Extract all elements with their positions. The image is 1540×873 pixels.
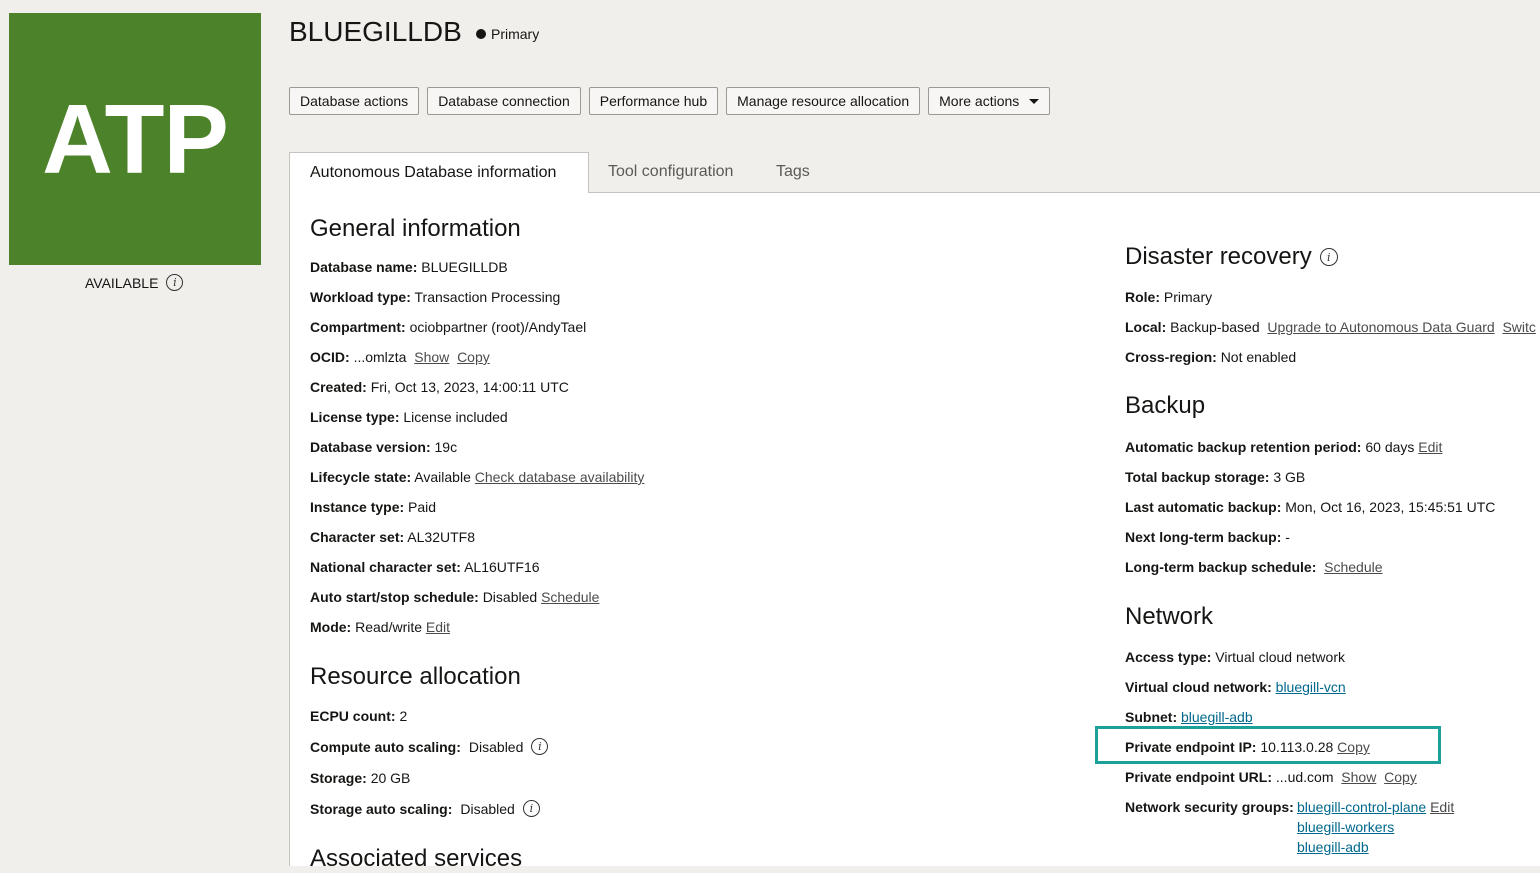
role-badge [476,26,539,42]
field-label: Total backup storage: [1125,469,1270,485]
field-label: Network security groups: [1125,799,1294,815]
field-label: Cross-region: [1125,349,1217,365]
field-label: Access type: [1125,649,1212,665]
show-url-link[interactable]: Show [1341,769,1377,785]
performance-hub-button[interactable]: Performance hub [589,87,718,115]
field-value: Not enabled [1220,349,1297,365]
national-character-set-row [310,559,540,575]
manage-resource-allocation-button[interactable]: Manage resource allocation [726,87,920,115]
nsg-link[interactable]: bluegill-workers [1297,819,1395,835]
field-value: Mon, Oct 16, 2023, 15:45:51 UTC [1285,499,1496,515]
field-value: Backup-based [1170,319,1260,335]
resource-allocation-heading: Resource allocation [310,663,521,690]
database-name-row [310,259,508,275]
field-value: Virtual cloud network [1215,649,1345,665]
tab-tool-configuration[interactable]: Tool configuration [608,163,734,180]
subnet-row [1125,709,1253,725]
long-term-schedule-link[interactable]: Schedule [1324,559,1383,575]
field-value: Disabled [468,738,524,755]
field-label: OCID: [310,349,350,365]
long-term-schedule-row [1125,559,1383,575]
created-row [310,379,569,395]
field-value: Transaction Processing [414,289,561,305]
associated-services-heading: Associated services [310,845,523,872]
nsg-row [1125,799,1294,815]
show-ocid-link[interactable]: Show [414,349,450,365]
field-label: Private endpoint IP: [1125,739,1257,755]
more-actions-button[interactable] [928,87,1050,115]
vcn-row [1125,679,1346,695]
field-label: Last automatic backup: [1125,499,1282,515]
field-value: 2 [399,708,408,724]
compute-auto-scaling-row [310,738,548,755]
info-icon[interactable]: i [1320,248,1338,266]
field-label: Subnet: [1125,709,1178,725]
role-label: Primary [491,26,540,42]
field-label: Lifecycle state: [310,469,412,485]
field-label: Compute auto scaling: [310,738,461,755]
backup-retention-row [1125,439,1442,455]
field-value: 10.113.0.28 [1260,739,1334,755]
edit-nsg-link[interactable]: Edit [1430,799,1455,815]
dr-local-row [1125,319,1540,335]
copy-url-link[interactable]: Copy [1384,769,1417,785]
chevron-down-icon [1029,99,1039,104]
lifecycle-status [85,274,183,291]
action-toolbar [289,87,1050,115]
highlight-box [1095,726,1441,764]
info-icon[interactable]: i [531,738,548,755]
private-endpoint-url-row [1125,769,1417,785]
field-value: ...ud.com [1275,769,1334,785]
field-value: Read/write [355,619,423,635]
vcn-link[interactable]: bluegill-vcn [1275,679,1346,695]
nsg-link-2-row [1297,819,1394,835]
database-version-row [310,439,457,455]
field-value: AL16UTF16 [464,559,540,575]
field-value: BLUEGILLDB [421,259,508,275]
instance-type-row [310,499,436,515]
field-label: Role: [1125,289,1160,305]
character-set-row [310,529,475,545]
nsg-link[interactable]: bluegill-control-plane [1297,799,1427,815]
field-label: Character set: [310,529,405,545]
general-information-heading: General information [310,215,521,242]
field-label: Workload type: [310,289,411,305]
backup-heading: Backup [1125,392,1206,419]
workload-type-row [310,289,560,305]
field-label: Database name: [310,259,418,275]
field-label: Local: [1125,319,1167,335]
status-dot-icon [476,29,486,39]
total-backup-storage-row [1125,469,1305,485]
field-value: AL32UTF8 [407,529,475,545]
field-value: Fri, Oct 13, 2023, 14:00:11 UTC [370,379,569,395]
tab-adb-information[interactable]: Autonomous Database information [289,152,589,193]
edit-retention-link[interactable]: Edit [1418,439,1443,455]
field-label: Database version: [310,439,431,455]
tab-bar [289,152,1540,193]
field-label: Long-term backup schedule: [1125,559,1317,575]
ecpu-count-row [310,708,407,724]
more-actions-label: More actions [939,93,1020,109]
field-value: License included [403,409,508,425]
field-value: ...omlzta [353,349,407,365]
next-long-term-backup-row [1125,529,1290,545]
field-value: - [1285,529,1290,545]
upgrade-data-guard-link[interactable]: Upgrade to Autonomous Data Guard [1267,319,1495,335]
nsg-link[interactable]: bluegill-adb [1297,839,1369,855]
mode-row [310,619,450,635]
storage-auto-scaling-row [310,800,540,817]
field-value: Primary [1163,289,1213,305]
copy-ip-link[interactable]: Copy [1337,739,1370,755]
disaster-recovery-heading [1125,243,1338,271]
field-value: ociobpartner (root)/AndyTael [409,319,587,335]
status-label: AVAILABLE [85,274,159,291]
field-label: Auto start/stop schedule: [310,589,479,605]
field-label: Next long-term backup: [1125,529,1282,545]
field-label: License type: [310,409,400,425]
atp-logo [9,13,261,265]
dr-role-row [1125,289,1212,305]
nsg-link-3-row [1297,839,1369,855]
subnet-link[interactable]: bluegill-adb [1181,709,1253,725]
field-value: Paid [408,499,437,515]
field-label: Storage: [310,770,367,786]
schedule-link[interactable]: Schedule [541,589,600,605]
field-value: 20 GB [370,770,411,786]
field-label: Automatic backup retention period: [1125,439,1362,455]
tab-tags[interactable]: Tags [776,163,810,180]
compartment-row [310,319,586,335]
field-value: Disabled [460,800,515,817]
field-label: Compartment: [310,319,406,335]
field-label: Storage auto scaling: [310,800,453,817]
field-value: Disabled [482,589,538,605]
field-value: 60 days [1365,439,1415,455]
field-label: Created: [310,379,367,395]
check-availability-link[interactable]: Check database availability [474,469,645,485]
field-value: 3 GB [1273,469,1306,485]
auto-start-stop-row [310,589,599,605]
switch-link[interactable]: Switc [1502,319,1536,335]
lifecycle-state-row [310,469,644,485]
database-connection-button[interactable]: Database connection [427,87,581,115]
last-automatic-backup-row [1125,499,1495,515]
license-type-row [310,409,508,425]
info-icon[interactable]: i [523,800,540,817]
field-label: National character set: [310,559,461,575]
nsg-link-1-row [1297,799,1454,815]
logo-text: ATP [42,83,228,194]
edit-mode-link[interactable]: Edit [425,619,451,635]
copy-ocid-link[interactable]: Copy [457,349,490,365]
dr-cross-region-row [1125,349,1296,365]
database-actions-button[interactable]: Database actions [289,87,419,115]
access-type-row [1125,649,1345,665]
heading-text: Disaster recovery [1125,243,1312,270]
field-value: Available [414,469,471,485]
field-label: Mode: [310,619,352,635]
ocid-row [310,349,490,365]
field-label: Private endpoint URL: [1125,769,1273,785]
network-heading: Network [1125,603,1214,630]
field-value: 19c [434,439,458,455]
page-title: BLUEGILLDB [289,16,462,47]
field-label: Instance type: [310,499,405,515]
info-icon[interactable]: i [166,274,183,291]
field-label: ECPU count: [310,708,396,724]
storage-row [310,770,410,786]
field-label: Virtual cloud network: [1125,679,1272,695]
